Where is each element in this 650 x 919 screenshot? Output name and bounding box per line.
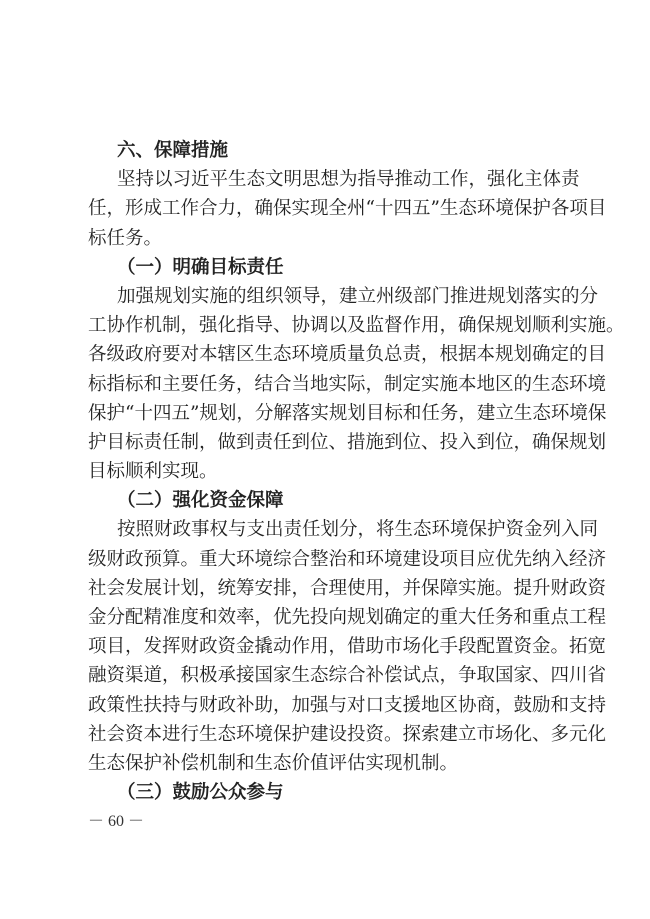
- paragraph-line: 社会资本进行生态环境保护建设投资。探索建立市场化、多元化: [88, 723, 607, 745]
- subsection-heading: （二）强化资金保障: [117, 490, 284, 512]
- paragraph-line: 政策性扶持与财政补助，加强与对口支援地区协商，鼓励和支持: [88, 694, 607, 716]
- subsection-heading: （一）明确目标责任: [117, 256, 284, 278]
- paragraph-line: 生态保护补偿机制和生态价值评估实现机制。: [88, 752, 459, 774]
- paragraph-line: 标指标和主要任务，结合当地实际，制定实施本地区的生态环境: [88, 373, 607, 395]
- paragraph-line: 社会发展计划，统筹安排，合理使用，并保障实施。提升财政资: [88, 577, 607, 599]
- paragraph-line: 工协作机制，强化指导、协调以及监督作用，确保规划顺利实施。: [88, 315, 625, 337]
- paragraph-line: 按照财政事权与支出责任划分，将生态环境保护资金列入同: [117, 519, 599, 541]
- paragraph-line: 标任务。: [88, 227, 163, 249]
- paragraph-line: 各级政府要对本辖区生态环境质量负总责，根据本规划确定的目: [88, 344, 607, 366]
- subsection-heading: （三）鼓励公众参与: [117, 782, 284, 804]
- paragraph-line: 加强规划实施的组织领导，建立州级部门推进规划落实的分: [117, 285, 599, 307]
- paragraph-line: 保护“十四五”规划，分解落实规划目标和任务，建立生态环境保: [88, 402, 607, 424]
- paragraph-line: 目标顺利实现。: [88, 461, 218, 483]
- paragraph-line: 项目，发挥财政资金撬动作用，借助市场化手段配置资金。拓宽: [88, 636, 607, 658]
- paragraph-line: 任，形成工作合力，确保实现全州“十四五”生态环境保护各项目: [88, 198, 607, 220]
- page-number: － 60 －: [88, 813, 145, 830]
- paragraph-line: 护目标责任制，做到责任到位、措施到位、投入到位，确保规划: [88, 431, 607, 453]
- document-body: [88, 136, 625, 807]
- paragraph-line: 级财政预算。重大环境综合整治和环境建设项目应优先纳入经济: [88, 548, 607, 570]
- paragraph-line: 融资渠道，积极承接国家生态综合补偿试点，争取国家、四川省: [88, 665, 607, 687]
- paragraph-line: 坚持以习近平生态文明思想为指导推动工作，强化主体责: [117, 169, 580, 191]
- paragraph-line: 金分配精准度和效率，优先投向规划确定的重大任务和重点工程: [88, 607, 607, 628]
- section-heading: 六、保障措施: [117, 140, 229, 161]
